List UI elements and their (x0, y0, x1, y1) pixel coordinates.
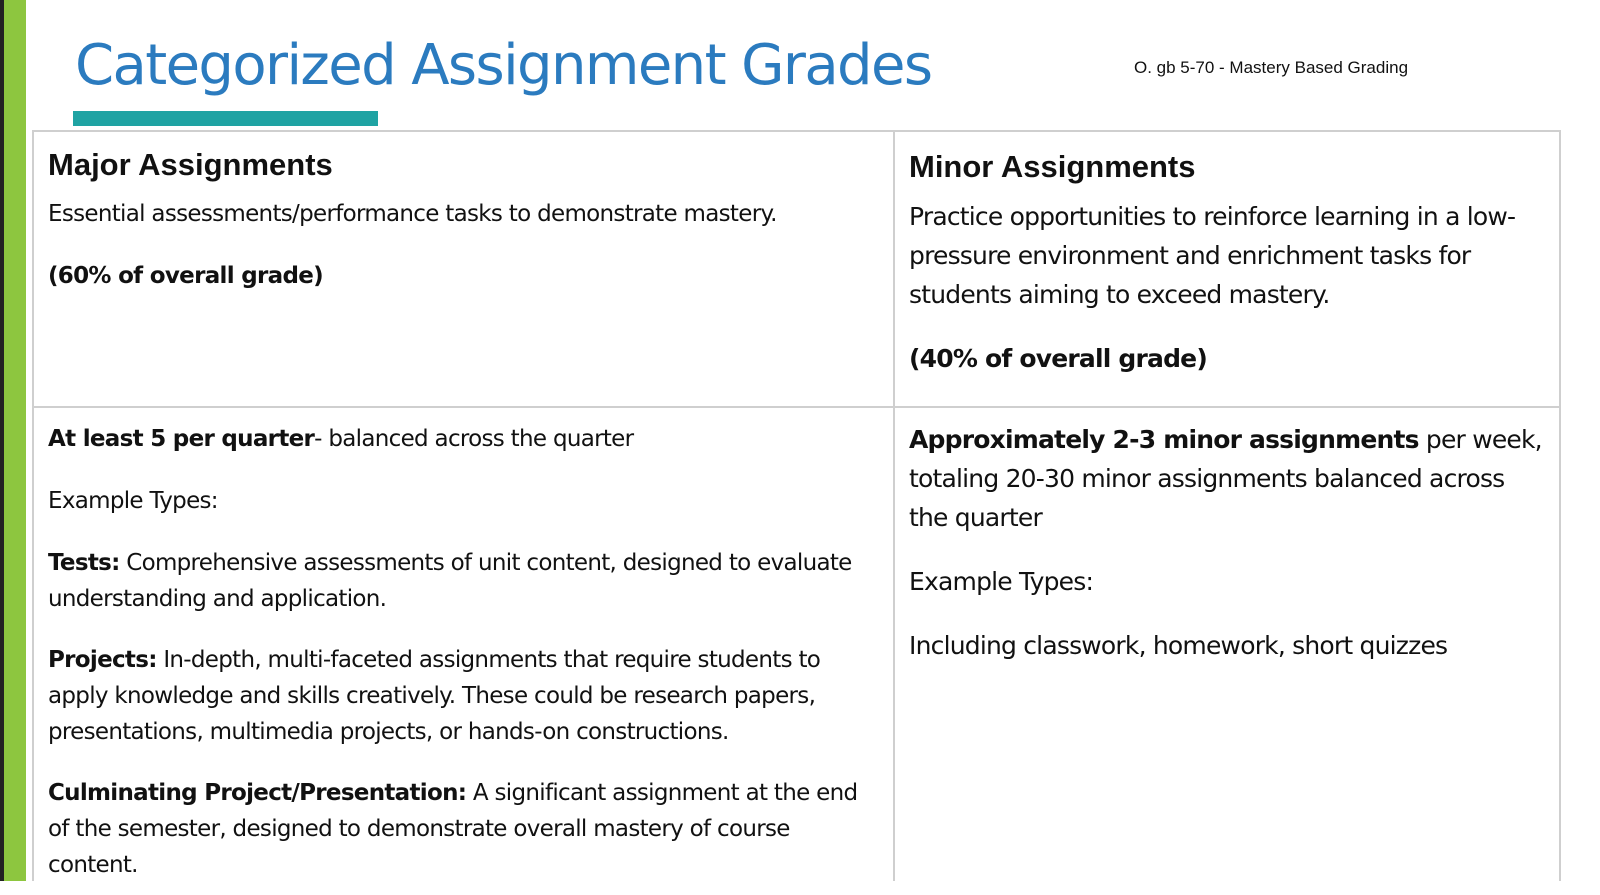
example-label: Projects: (48, 647, 157, 673)
major-example-culminating (48, 775, 879, 883)
assignment-categories-table (32, 130, 1561, 885)
major-details-cell (33, 407, 894, 884)
bottom-frame (0, 881, 1600, 895)
minor-description: Practice opportunities to reinforce learning in a low-pressure environment and enrichment tasks for students aiming to exceed mastery. (909, 202, 1516, 309)
left-accent-bar (0, 0, 26, 895)
minor-example-types-label: Example Types: (909, 567, 1094, 596)
minor-weight: (40% of overall grade) (909, 344, 1207, 373)
example-label: Tests: (48, 550, 120, 576)
major-frequency-rest: - balanced across the quarter (314, 426, 634, 452)
major-frequency (48, 421, 879, 457)
major-weight: (60% of overall grade) (48, 263, 323, 289)
example-text: In-depth, multi-faceted assignments that require students to apply knowledge and skills creatively. These could be research papers, presentations, multimedia projects, or hands-on constructions. (48, 647, 821, 745)
minor-overview-cell (894, 131, 1560, 407)
major-overview-cell (33, 131, 894, 407)
page-title: Categorized Assignment Grades (75, 33, 932, 98)
minor-details-cell (894, 407, 1560, 884)
major-heading: Major Assignments (48, 147, 333, 182)
example-text: A significant assignment at the end of the semester, designed to demonstrate overall mastery of course content. (48, 780, 858, 878)
example-label: Culminating Project/Presentation: (48, 780, 467, 806)
document-reference: O. gb 5-70 - Mastery Based Grading (1134, 58, 1409, 77)
table-row (33, 131, 1560, 407)
title-underline (73, 111, 378, 126)
minor-examples-text: Including classwork, homework, short quizzes (909, 631, 1448, 660)
table-row (33, 407, 1560, 884)
minor-frequency (909, 420, 1545, 537)
major-example-tests (48, 545, 879, 617)
minor-frequency-bold: Approximately 2-3 minor assignments (909, 425, 1419, 454)
example-text: Comprehensive assessments of unit content, designed to evaluate understanding and application. (48, 550, 852, 612)
major-example-types-label: Example Types: (48, 488, 218, 514)
minor-heading: Minor Assignments (909, 149, 1196, 184)
major-frequency-bold: At least 5 per quarter (48, 426, 315, 452)
major-example-projects (48, 642, 879, 750)
major-description: Essential assessments/performance tasks to demonstrate mastery. (48, 201, 777, 227)
minor-frequency-rest: per week, totaling 20-30 minor assignments balanced across the quarter (909, 425, 1542, 532)
